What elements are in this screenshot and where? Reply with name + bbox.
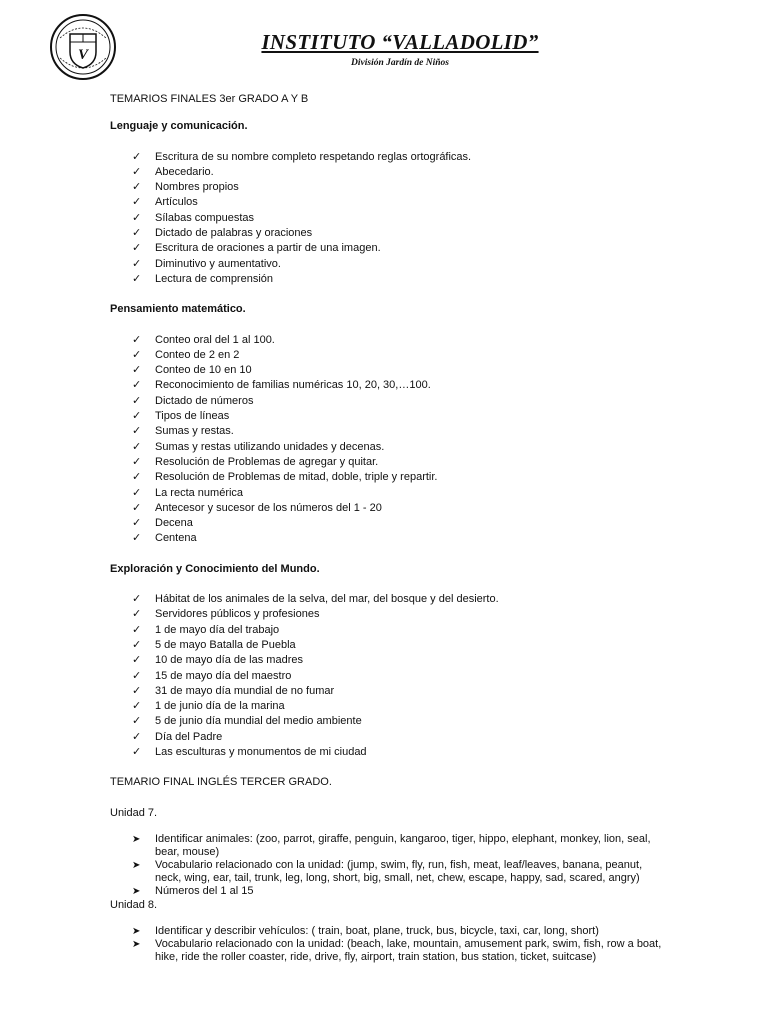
- list-item: ✓ Conteo de 10 en 10: [110, 363, 670, 378]
- checkmark-icon: ✓: [132, 394, 142, 407]
- checkmark-icon: ✓: [132, 165, 142, 178]
- list-item: ✓ Decena: [110, 516, 670, 531]
- checklist: [110, 150, 670, 288]
- list-item: ✓ Centena: [110, 531, 670, 546]
- checkmark-icon: ✓: [132, 242, 142, 255]
- arrow-bullet-icon: ➤: [132, 926, 141, 938]
- checkmark-icon: ✓: [132, 257, 142, 270]
- arrow-bullet-icon: ➤: [132, 939, 141, 951]
- list-item: ✓ Resolución de Problemas de agregar y quitar.: [110, 455, 670, 470]
- list-item: ✓ 5 de junio día mundial del medio ambiente: [110, 714, 670, 729]
- school-crest-logo: [48, 12, 118, 82]
- checkmark-icon: ✓: [132, 425, 142, 438]
- list-item: ✓ Día del Padre: [110, 730, 670, 745]
- checkmark-icon: ✓: [132, 593, 142, 606]
- list-item: ✓ Dictado de números: [110, 394, 670, 409]
- list-item: ✓ Sumas y restas.: [110, 424, 670, 439]
- checkmark-icon: ✓: [132, 638, 142, 651]
- checkmark-icon: ✓: [132, 410, 142, 423]
- list-item: ✓ Abecedario.: [110, 165, 670, 180]
- list-item: ➤ Números del 1 al 15: [132, 884, 254, 897]
- list-item: ✓ 5 de mayo Batalla de Puebla: [110, 638, 670, 653]
- list-item: ✓ Sílabas compuestas: [110, 211, 670, 226]
- list-item: ✓ Lectura de comprensión: [110, 272, 670, 287]
- checkmark-icon: ✓: [132, 227, 142, 240]
- checkmark-icon: ✓: [132, 364, 142, 377]
- checkmark-icon: ✓: [132, 181, 142, 194]
- list-item: ✓ Artículos: [110, 195, 670, 210]
- checklist: [110, 333, 670, 547]
- checkmark-icon: ✓: [132, 211, 142, 224]
- list-item: ✓ Hábitat de los animales de la selva, del mar, del bosque y del desierto.: [110, 592, 670, 607]
- list-item: ➤ Identificar animales: (zoo, parrot, giraffe, penguin, kangaroo, tiger, hippo, elephant, monkey, lion, seal, bear, mouse): [132, 832, 651, 858]
- checkmark-icon: ✓: [132, 623, 142, 636]
- unit-label: Unidad 7.: [110, 806, 158, 819]
- checkmark-icon: ✓: [132, 196, 142, 209]
- checkmark-icon: ✓: [132, 684, 142, 697]
- checkmark-icon: ✓: [132, 455, 142, 468]
- logo-letter: V: [77, 47, 89, 63]
- list-item: ✓ 31 de mayo día mundial de no fumar: [110, 684, 670, 699]
- list-item: ✓ Escritura de su nombre completo respetando reglas ortográficas.: [110, 150, 670, 165]
- checklist: [110, 592, 670, 760]
- arrow-bullet-icon: ➤: [132, 859, 141, 871]
- checkmark-icon: ✓: [132, 333, 142, 346]
- section-heading: Exploración y Conocimiento del Mundo.: [110, 562, 320, 575]
- list-item: ✓ Conteo oral del 1 al 100.: [110, 333, 670, 348]
- unit-label: Unidad 8.: [110, 898, 158, 911]
- checkmark-icon: ✓: [132, 501, 142, 514]
- section-heading: Pensamiento matemático.: [110, 303, 246, 316]
- list-item: ✓ Las esculturas y monumentos de mi ciudad: [110, 745, 670, 760]
- checkmark-icon: ✓: [132, 669, 142, 682]
- list-item: ✓ Escritura de oraciones a partir de una imagen.: [110, 241, 670, 256]
- list-item: ✓ La recta numérica: [110, 486, 670, 501]
- document-body: [110, 92, 670, 964]
- list-item: ✓ Antecesor y sucesor de los números del 1 - 20: [110, 501, 670, 516]
- list-item: ✓ 10 de mayo día de las madres: [110, 653, 670, 668]
- checkmark-icon: ✓: [132, 532, 142, 545]
- checkmark-icon: ✓: [132, 486, 142, 499]
- list-item: ➤ Identificar y describir vehículos: ( train, boat, plane, truck, bus, bicycle, taxi, car, long, short): [132, 925, 599, 938]
- checkmark-icon: ✓: [132, 517, 142, 530]
- checkmark-icon: ✓: [132, 700, 142, 713]
- checkmark-icon: ✓: [132, 745, 142, 758]
- document-title: INSTITUTO “VALLADOLID”: [261, 30, 539, 54]
- section-heading: Lenguaje y comunicación.: [110, 120, 248, 133]
- list-item: ✓ 15 de mayo día del maestro: [110, 669, 670, 684]
- checkmark-icon: ✓: [132, 440, 142, 453]
- intro-line: TEMARIOS FINALES 3er GRADO A Y B: [110, 93, 309, 105]
- document-header: [200, 30, 600, 68]
- list-item: ✓ Sumas y restas utilizando unidades y decenas.: [110, 440, 670, 455]
- checkmark-icon: ✓: [132, 654, 142, 667]
- checkmark-icon: ✓: [132, 379, 142, 392]
- list-item: ✓ 1 de junio día de la marina: [110, 699, 670, 714]
- list-item: ✓ Resolución de Problemas de mitad, doble, triple y repartir.: [110, 470, 670, 485]
- checkmark-icon: ✓: [132, 348, 142, 361]
- arrow-list: [110, 833, 670, 898]
- checkmark-icon: ✓: [132, 730, 142, 743]
- list-item: ✓ Diminutivo y aumentativo.: [110, 257, 670, 272]
- list-item: ✓ Reconocimiento de familias numéricas 10, 20, 30,…100.: [110, 378, 670, 393]
- list-item: ✓ Tipos de líneas: [110, 409, 670, 424]
- list-item: ➤ Vocabulario relacionado con la unidad: (jump, swim, fly, run, fish, meat, leaf/leaves, banana, peanut, neck, wing, ear, tail, trunk, leg, long, short, big, small, net, chew, escape, happy, sad, scared, angry): [132, 858, 643, 884]
- list-item: ✓ 1 de mayo día del trabajo: [110, 623, 670, 638]
- document-subtitle: División Jardín de Niños: [351, 58, 449, 68]
- english-heading: TEMARIO FINAL INGLÉS TERCER GRADO.: [110, 776, 332, 789]
- list-item: ✓ Conteo de 2 en 2: [110, 348, 670, 363]
- checkmark-icon: ✓: [132, 715, 142, 728]
- checkmark-icon: ✓: [132, 608, 142, 621]
- list-item: ✓ Nombres propios: [110, 180, 670, 195]
- list-item: ✓ Dictado de palabras y oraciones: [110, 226, 670, 241]
- checkmark-icon: ✓: [132, 272, 142, 285]
- checkmark-icon: ✓: [132, 150, 142, 163]
- arrow-list: [110, 925, 670, 964]
- list-item: ✓ Servidores públicos y profesiones: [110, 607, 670, 622]
- arrow-bullet-icon: ➤: [132, 833, 141, 845]
- list-item: ➤ Vocabulario relacionado con la unidad: (beach, lake, mountain, amusement park, swim, fish, row a boat, hike, ride the roller coaster, ride, drive, fly, airport, train station, bus station, ticket, suitcase): [132, 938, 662, 964]
- arrow-bullet-icon: ➤: [132, 885, 141, 897]
- checkmark-icon: ✓: [132, 471, 142, 484]
